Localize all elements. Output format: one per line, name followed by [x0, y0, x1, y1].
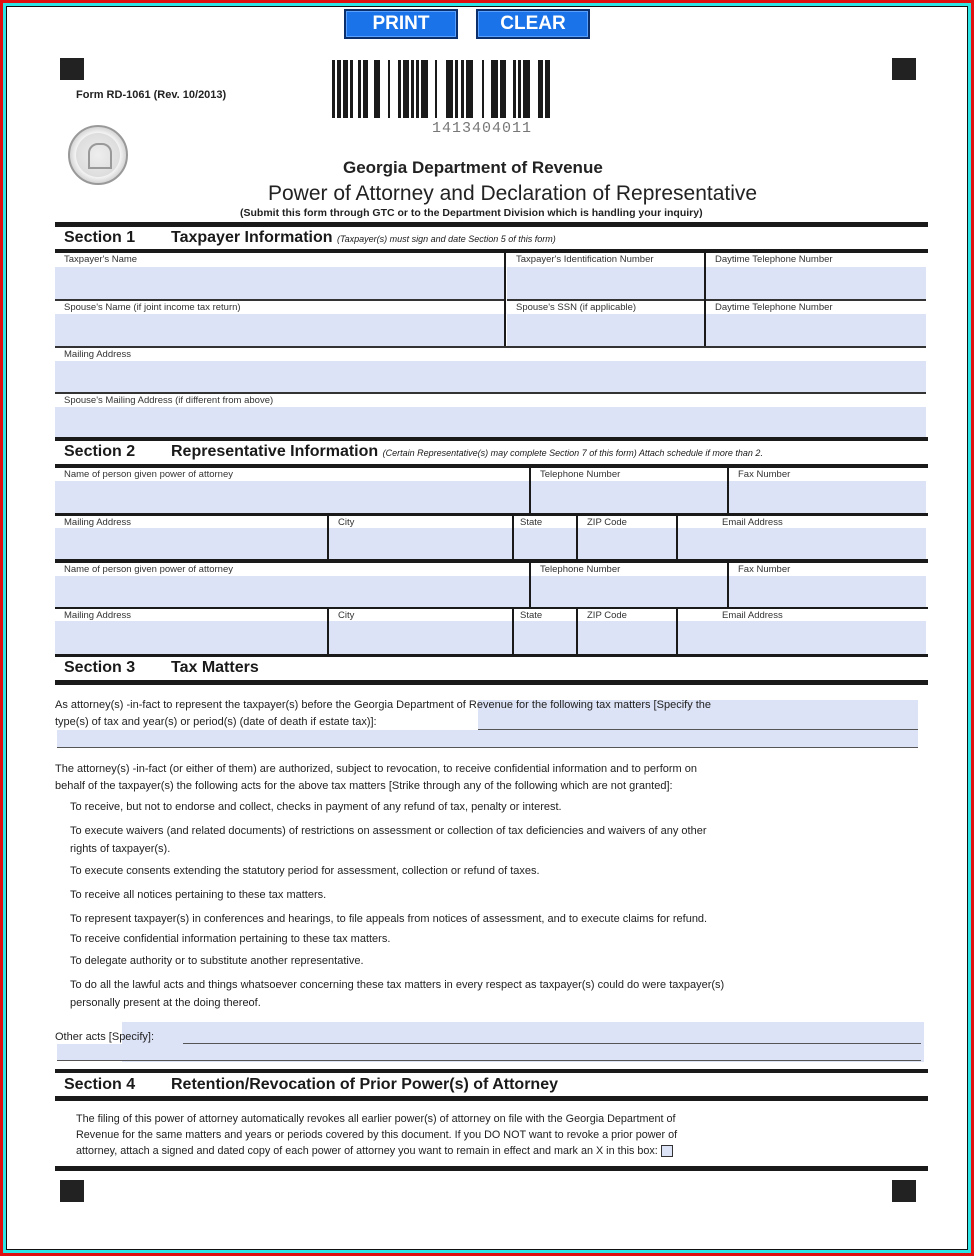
- section-2-title: Representative Information: [171, 443, 379, 460]
- taxpayer-id-label: Taxpayer's Identification Number: [516, 254, 654, 265]
- rep1-zip-input[interactable]: [578, 528, 676, 560]
- rep2-fax-cell: [729, 563, 926, 608]
- rep2-city-label: City: [338, 610, 355, 621]
- rep1-address-input[interactable]: [55, 528, 327, 560]
- daytime-phone-label: Daytime Telephone Number: [715, 254, 833, 265]
- rep2-city-cell: [329, 609, 512, 654]
- rep1-name-label: Name of person given power of attorney: [64, 469, 233, 480]
- divider: [676, 516, 678, 560]
- rep1-address-cell: [55, 516, 327, 560]
- section-4-heading: [64, 1076, 558, 1094]
- act-item-continued: personally present at the doing thereof.: [70, 997, 261, 1009]
- divider: [676, 609, 678, 654]
- spouse-name-cell: [55, 299, 505, 346]
- section-2-top-rule: [55, 437, 928, 441]
- section-4-header-rule: [55, 1096, 928, 1101]
- rep2-address-cell: [55, 609, 327, 654]
- rep2-zip-label: ZIP Code: [587, 610, 627, 621]
- print-button[interactable]: PRINT: [344, 9, 458, 39]
- form-id: Form RD-1061 (Rev. 10/2013): [76, 89, 227, 101]
- rep1-fax-label: Fax Number: [738, 469, 791, 480]
- section-3-top-rule: [55, 654, 928, 657]
- rep1-city-label: City: [338, 517, 355, 528]
- registration-mark-bottom-left: [60, 1180, 84, 1202]
- tax-matters-intro-line1: As attorney(s) -in-fact to represent the taxpayer(s) before the Georgia Department of Revenue for the following tax matters [Specify the: [55, 699, 712, 711]
- taxpayer-name-cell: [55, 253, 505, 299]
- section-4-bottom-rule: [55, 1166, 928, 1171]
- rep1-state-cell: [514, 516, 576, 560]
- rep2-email-label: Email Address: [722, 610, 783, 621]
- divider: [327, 609, 329, 654]
- section-4-number: Section 4: [64, 1076, 136, 1093]
- authority-line1: The attorney(s) -in-fact (or either of them) are authorized, subject to revocation, to receive confidential information and to perform on: [55, 763, 697, 775]
- spouse-ssn-input[interactable]: [507, 314, 704, 346]
- rep1-zip-cell: [578, 516, 676, 560]
- section-4-top-rule: [55, 1069, 928, 1073]
- section-2-number: Section 2: [64, 443, 136, 460]
- state-seal-icon: [68, 125, 128, 185]
- act-item[interactable]: To delegate authority or to substitute another representative.: [70, 955, 364, 967]
- tax-matters-intro-line2: type(s) of tax and year(s) or period(s) (date of death if estate tax)]:: [55, 716, 377, 728]
- revocation-text: [76, 1111, 677, 1159]
- rep1-phone-label: Telephone Number: [540, 469, 621, 480]
- divider: [512, 609, 514, 654]
- daytime-phone-cell: [706, 253, 926, 299]
- rep1-name-input[interactable]: [55, 481, 529, 514]
- rep1-state-input[interactable]: [514, 528, 576, 560]
- registration-mark-top-left: [60, 58, 84, 80]
- rep1-state-label: State: [520, 517, 543, 528]
- section-1-top-rule: [55, 222, 928, 227]
- taxpayer-name-label: Taxpayer's Name: [64, 254, 138, 265]
- mailing-address-input[interactable]: [55, 361, 926, 392]
- department-name: Georgia Department of Revenue: [343, 158, 603, 177]
- mailing-address-label: Mailing Address: [64, 349, 132, 360]
- taxpayer-id-cell: [507, 253, 704, 299]
- registration-mark-top-right: [892, 58, 916, 80]
- rep1-city-cell: [329, 516, 512, 560]
- other-acts-input-line1[interactable]: [183, 1028, 921, 1044]
- rep2-phone-cell: [531, 563, 727, 608]
- spouse-name-input[interactable]: [55, 314, 505, 346]
- divider: [727, 563, 729, 608]
- revocation-line1: The filing of this power of attorney automatically revokes all earlier power(s) of attorney on file with the Georgia Department of: [76, 1113, 676, 1125]
- retain-prior-poa-checkbox[interactable]: [661, 1145, 673, 1157]
- rep2-phone-input[interactable]: [531, 576, 727, 608]
- tax-matters-input-line2[interactable]: [57, 730, 918, 748]
- rep1-fax-input[interactable]: [729, 481, 926, 514]
- section-1-heading: [64, 229, 556, 247]
- spouse-mailing-address-input[interactable]: [55, 407, 926, 438]
- barcode-number: 1413404011: [432, 120, 533, 137]
- divider: [512, 516, 514, 560]
- spouse-mailing-address-cell: [55, 392, 926, 438]
- form-subtitle: (Submit this form through GTC or to the Department Division which is handling your inquiry): [240, 207, 703, 219]
- daytime-phone-input[interactable]: [706, 267, 926, 299]
- rep2-email-cell: [678, 609, 926, 654]
- section-1-title: Taxpayer Information: [171, 229, 333, 246]
- other-acts-input-line2[interactable]: [57, 1044, 921, 1061]
- spouse-daytime-phone-label: Daytime Telephone Number: [715, 302, 833, 313]
- act-item[interactable]: To do all the lawful acts and things whatsoever concerning these tax matters in every respect as taxpayer(s) could do were taxpayer(s): [70, 979, 725, 991]
- tax-matters-input-line1[interactable]: [478, 714, 918, 730]
- divider: [327, 516, 329, 560]
- rep1-name-cell: [55, 468, 529, 514]
- act-item[interactable]: To represent taxpayer(s) in conferences and hearings, to file appeals from notices of assessment, and to execute claims for refund.: [70, 913, 708, 925]
- mailing-address-cell: [55, 346, 926, 392]
- rep1-email-label: Email Address: [722, 517, 783, 528]
- rep2-state-label: State: [520, 610, 543, 621]
- rep2-email-input[interactable]: [678, 621, 926, 654]
- section-3-heading: [64, 659, 259, 677]
- rep2-name-cell: [55, 563, 529, 608]
- section-3-title: Tax Matters: [171, 659, 259, 676]
- act-item[interactable]: To receive, but not to endorse and collect, checks in payment of any refund of tax, penalty or interest.: [70, 801, 562, 813]
- rep1-email-cell: [678, 516, 926, 560]
- rep2-zip-cell: [578, 609, 676, 654]
- rep1-email-input[interactable]: [678, 528, 926, 560]
- spouse-daytime-phone-input[interactable]: [706, 314, 926, 346]
- registration-mark-bottom-right: [892, 1180, 916, 1202]
- taxpayer-name-input[interactable]: [55, 267, 505, 299]
- rep2-address-label: Mailing Address: [64, 610, 132, 621]
- section-4-title: Retention/Revocation of Prior Power(s) of Attorney: [171, 1076, 558, 1093]
- rep1-city-input[interactable]: [329, 528, 512, 560]
- form-title: Power of Attorney and Declaration of Representative: [268, 182, 758, 205]
- divider: [576, 516, 578, 560]
- rep1-address-label: Mailing Address: [64, 517, 132, 528]
- rep2-address-input[interactable]: [55, 621, 327, 654]
- rep2-fax-input[interactable]: [729, 576, 926, 608]
- revocation-line3: attorney, attach a signed and dated copy of each power of attorney you want to remain in effect and mark an X in this box:: [76, 1145, 658, 1157]
- rep2-state-input[interactable]: [514, 621, 576, 654]
- rep1-phone-cell: [531, 468, 727, 514]
- spouse-ssn-label: Spouse's SSN (if applicable): [516, 302, 637, 313]
- rep1-fax-cell: [729, 468, 926, 514]
- act-item[interactable]: To execute waivers (and related documents) of restrictions on assessment or collection of tax deficiencies and waivers of any other: [70, 825, 707, 837]
- section-2-heading: [64, 443, 763, 461]
- act-item[interactable]: To execute consents extending the statutory period for assessment, collection or refund of taxes.: [70, 865, 540, 877]
- divider: [504, 253, 506, 346]
- rep2-state-cell: [514, 609, 576, 654]
- divider: [529, 563, 531, 608]
- spouse-ssn-cell: [507, 299, 704, 346]
- rep2-fax-label: Fax Number: [738, 564, 791, 575]
- rep1-zip-label: ZIP Code: [587, 517, 627, 528]
- section-3-number: Section 3: [64, 659, 136, 676]
- spouse-name-label: Spouse's Name (if joint income tax return): [64, 302, 241, 313]
- authority-line2: behalf of the taxpayer(s) the following acts for the above tax matters [Strike through any of the following which are not granted]:: [55, 780, 673, 792]
- clear-button[interactable]: CLEAR: [476, 9, 590, 39]
- divider: [727, 468, 729, 514]
- spouse-mailing-address-label: Spouse's Mailing Address (if different from above): [64, 395, 274, 406]
- rep2-city-input[interactable]: [329, 621, 512, 654]
- divider: [576, 609, 578, 654]
- act-item[interactable]: To receive confidential information pertaining to these tax matters.: [70, 933, 391, 945]
- divider: [529, 468, 531, 514]
- divider: [704, 253, 706, 346]
- section-3-header-rule: [55, 680, 928, 685]
- authority-statement: [55, 761, 697, 795]
- act-item[interactable]: To receive all notices pertaining to these tax matters.: [70, 889, 327, 901]
- section-2-note: (Certain Representative(s) may complete Section 7 of this form) Attach schedule if more than 2.: [382, 448, 763, 458]
- rep2-phone-label: Telephone Number: [540, 564, 621, 575]
- taxpayer-id-input[interactable]: [507, 267, 704, 299]
- rep2-zip-input[interactable]: [578, 621, 676, 654]
- other-acts-label: Other acts [Specify]:: [55, 1031, 155, 1043]
- revocation-line2: Revenue for the same matters and years or periods covered by this document. If you DO NOT want to revoke a prior power of: [76, 1129, 678, 1141]
- section-1-number: Section 1: [64, 229, 136, 246]
- barcode: [332, 60, 652, 118]
- act-item-continued: rights of taxpayer(s).: [70, 843, 171, 855]
- rep2-name-label: Name of person given power of attorney: [64, 564, 233, 575]
- spouse-daytime-phone-cell: [706, 299, 926, 346]
- rep1-phone-input[interactable]: [531, 481, 727, 514]
- rep2-name-input[interactable]: [55, 576, 529, 608]
- section-1-note: (Taxpayer(s) must sign and date Section 5 of this form): [336, 234, 556, 244]
